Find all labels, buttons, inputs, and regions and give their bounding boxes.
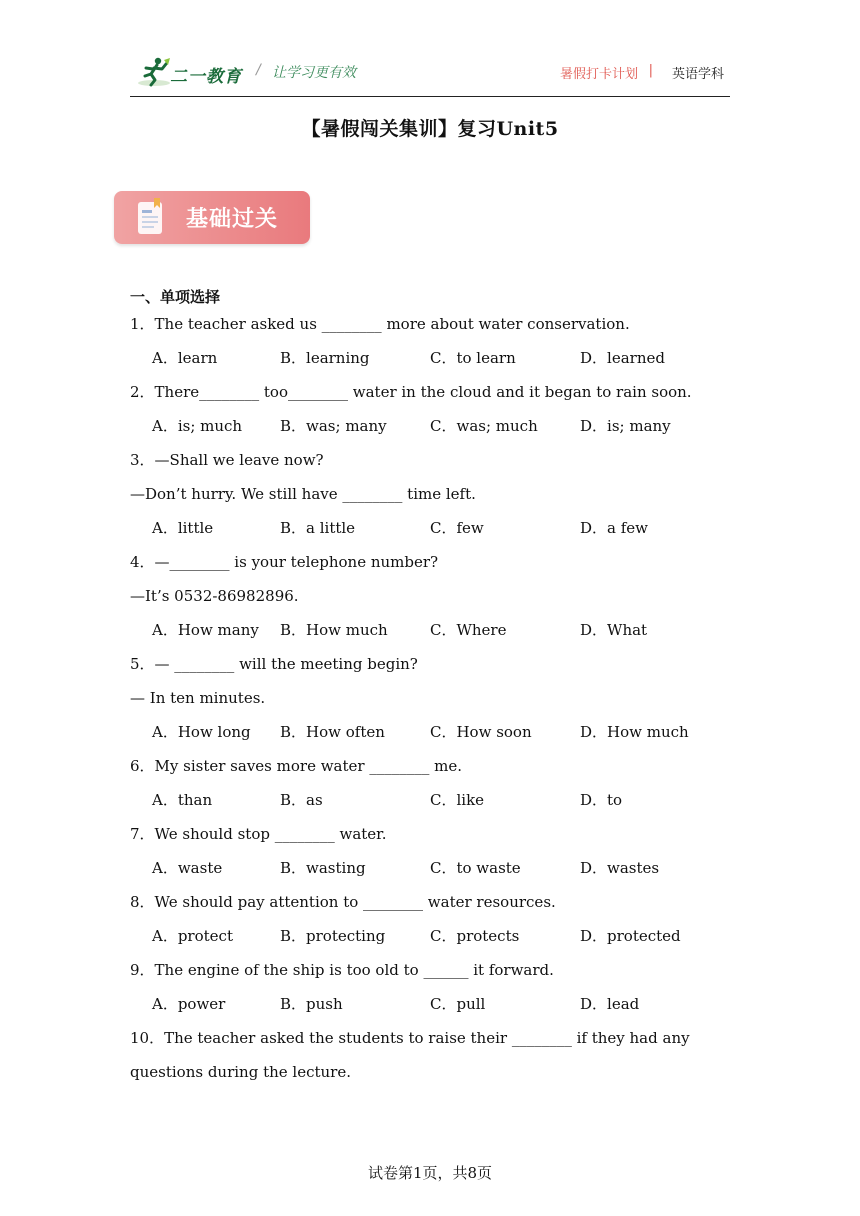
option-b: B．as bbox=[280, 791, 323, 809]
option-a: A．power bbox=[152, 995, 226, 1013]
option-d: D．to bbox=[580, 791, 623, 809]
option-b: B．protecting bbox=[280, 927, 386, 945]
option-c: C．pull bbox=[430, 995, 486, 1013]
option-b: B．push bbox=[280, 995, 343, 1013]
slogan-separator: / bbox=[256, 62, 261, 78]
option-a: A．protect bbox=[152, 927, 233, 945]
options-row bbox=[130, 618, 730, 652]
question-line: 4．—________ is your telephone number? bbox=[130, 553, 439, 571]
option-c: C．to waste bbox=[430, 859, 521, 877]
question-line: —It’s 0532-86982896. bbox=[130, 587, 299, 605]
question-line: 1．The teacher asked us ________ more about water conservation. bbox=[130, 315, 630, 333]
question-10: 10．The teacher asked the students to raise their ________ if they had any questions during the lecture. bbox=[130, 1029, 690, 1081]
option-a: A．little bbox=[152, 519, 214, 537]
options-row bbox=[130, 414, 730, 448]
option-a: A．How long bbox=[152, 723, 251, 741]
page-header bbox=[130, 52, 730, 97]
header-subject: 英语学科 bbox=[671, 67, 724, 82]
option-d: D．learned bbox=[580, 349, 665, 367]
question-line: 7．We should stop ________ water. bbox=[130, 825, 387, 843]
question-line: 9．The engine of the ship is too old to ______ it forward. bbox=[130, 961, 554, 979]
options-row bbox=[130, 788, 730, 822]
page-footer: 试卷第1页，共8页 bbox=[367, 1164, 493, 1182]
option-d: D．lead bbox=[580, 995, 640, 1013]
options-row bbox=[130, 346, 730, 380]
question-line: 6．My sister saves more water ________ me. bbox=[130, 757, 462, 775]
option-c: C．protects bbox=[430, 927, 520, 945]
option-a: A．is; much bbox=[152, 417, 243, 435]
options-row bbox=[130, 992, 730, 1026]
option-c: C．to learn bbox=[430, 349, 516, 367]
question-line: 5．— ________ will the meeting begin? bbox=[130, 655, 418, 673]
option-b: B．a little bbox=[280, 519, 356, 537]
option-b: B．learning bbox=[280, 349, 370, 367]
logo-text: 二一教育 bbox=[170, 67, 242, 87]
header-divider: | bbox=[648, 63, 653, 78]
option-d: D．How much bbox=[580, 723, 689, 741]
running-man-logo-icon bbox=[136, 56, 172, 88]
option-c: C．How soon bbox=[430, 723, 532, 741]
document-icon bbox=[134, 196, 168, 238]
question-line: — In ten minutes. bbox=[130, 689, 266, 707]
options-row bbox=[130, 856, 730, 890]
option-d: D．a few bbox=[580, 519, 649, 537]
page-title: 【暑假闯关集训】复习Unit5 bbox=[301, 118, 559, 140]
option-b: B．wasting bbox=[280, 859, 366, 877]
question-line: 3．—Shall we leave now? bbox=[130, 451, 324, 469]
option-c: C．few bbox=[430, 519, 484, 537]
option-a: A．waste bbox=[152, 859, 223, 877]
header-plan: 暑假打卡计划 bbox=[559, 67, 638, 82]
option-a: A．How many bbox=[152, 621, 259, 639]
question-line: 8．We should pay attention to ________ water resources. bbox=[130, 893, 556, 911]
option-d: D．wastes bbox=[580, 859, 660, 877]
option-c: C．was; much bbox=[430, 417, 538, 435]
question-list bbox=[130, 312, 730, 1089]
option-c: C．like bbox=[430, 791, 485, 809]
badge-label: 基础过关 bbox=[186, 207, 279, 232]
option-a: A．than bbox=[152, 791, 213, 809]
option-b: B．How often bbox=[280, 723, 385, 741]
section-badge bbox=[114, 191, 310, 244]
question-line: —Don’t hurry. We still have ________ time left. bbox=[130, 485, 476, 503]
section-heading: 一、单项选择 bbox=[130, 288, 221, 306]
option-b: B．was; many bbox=[280, 417, 387, 435]
question-line: 2．There________ too________ water in the cloud and it began to rain soon. bbox=[130, 383, 692, 401]
option-b: B．How much bbox=[280, 621, 388, 639]
option-a: A．learn bbox=[152, 349, 218, 367]
option-c: C．Where bbox=[430, 621, 507, 639]
slogan: 让学习更有效 bbox=[272, 65, 356, 81]
option-d: D．What bbox=[580, 621, 648, 639]
option-d: D．is; many bbox=[580, 417, 671, 435]
options-row bbox=[130, 516, 730, 550]
options-row bbox=[130, 720, 730, 754]
options-row bbox=[130, 924, 730, 958]
option-d: D．protected bbox=[580, 927, 681, 945]
